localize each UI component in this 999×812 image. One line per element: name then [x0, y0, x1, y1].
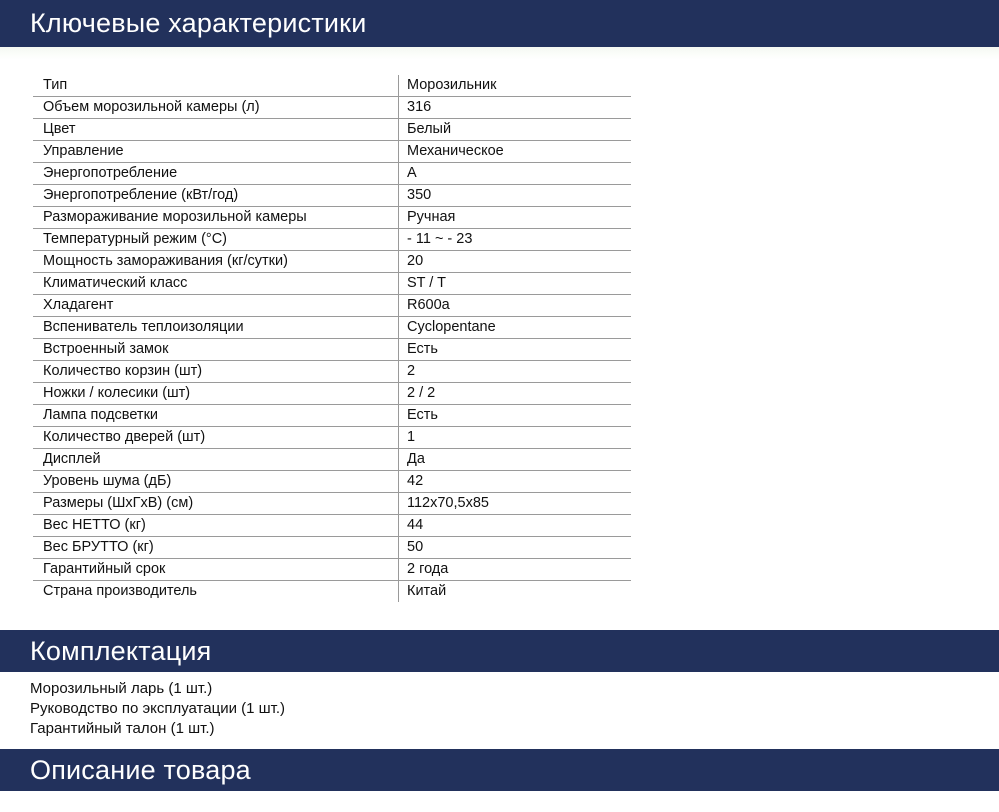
table-row	[33, 339, 631, 361]
table-row	[33, 581, 631, 603]
package-contents-list	[30, 679, 285, 739]
spec-value-cell: - 11 ~ - 23	[399, 229, 632, 251]
spec-name-cell: Климатический класс	[33, 273, 399, 295]
specifications-table	[33, 75, 631, 602]
section-banner-package	[0, 630, 999, 672]
spec-name-cell: Вес НЕТТО (кг)	[33, 515, 399, 537]
spec-name-cell: Количество дверей (шт)	[33, 427, 399, 449]
spec-value-cell: 42	[399, 471, 632, 493]
spec-value-cell: 44	[399, 515, 632, 537]
spec-name-cell: Гарантийный срок	[33, 559, 399, 581]
spec-value-cell: 2	[399, 361, 632, 383]
table-row	[33, 405, 631, 427]
section-banner-key-specs	[0, 0, 999, 47]
table-row	[33, 185, 631, 207]
spec-value-cell: Ручная	[399, 207, 632, 229]
spec-name-cell: Управление	[33, 141, 399, 163]
spec-value-cell: Cyclopentane	[399, 317, 632, 339]
table-row	[33, 559, 631, 581]
section-title-package: Комплектация	[30, 635, 212, 666]
spec-name-cell: Встроенный замок	[33, 339, 399, 361]
spec-name-cell: Хладагент	[33, 295, 399, 317]
spec-name-cell: Уровень шума (дБ)	[33, 471, 399, 493]
list-item: Морозильный ларь (1 шт.)	[30, 680, 213, 697]
spec-name-cell: Температурный режим (°C)	[33, 229, 399, 251]
list-item: Руководство по эксплуатации (1 шт.)	[30, 700, 286, 717]
table-row	[33, 449, 631, 471]
spec-value-cell: Да	[399, 449, 632, 471]
spec-value-cell: Есть	[399, 339, 632, 361]
section-title-key-specs: Ключевые характеристики	[30, 8, 367, 38]
spec-name-cell: Ножки / колесики (шт)	[33, 383, 399, 405]
table-row	[33, 97, 631, 119]
spec-value-cell: ST / T	[399, 273, 632, 295]
spec-value-cell: 50	[399, 537, 632, 559]
spec-value-cell: R600a	[399, 295, 632, 317]
spec-name-cell: Размеры (ШхГхВ) (см)	[33, 493, 399, 515]
spec-value-cell: Китай	[407, 583, 447, 599]
spec-name-cell: Страна производитель	[33, 581, 399, 603]
table-row	[33, 383, 631, 405]
spec-value-cell: 1	[399, 427, 632, 449]
spec-value-cell: 112x70,5x85	[399, 493, 632, 515]
spec-name-cell: Цвет	[33, 119, 399, 141]
table-row	[33, 537, 631, 559]
spec-name-cell: Вспениватель теплоизоляции	[33, 317, 399, 339]
spec-name-cell: Энергопотребление	[33, 163, 399, 185]
table-row	[33, 251, 631, 273]
spec-value-cell: Есть	[399, 405, 632, 427]
table-row	[33, 427, 631, 449]
table-row	[33, 471, 631, 493]
spec-value-cell: Белый	[399, 119, 632, 141]
table-row	[33, 493, 631, 515]
table-row	[33, 229, 631, 251]
spec-name-cell: Тип	[33, 75, 399, 97]
table-row	[33, 295, 631, 317]
table-row	[33, 141, 631, 163]
section-title-description: Описание товара	[30, 754, 251, 785]
table-row	[33, 317, 631, 339]
spec-value-cell: A	[399, 163, 632, 185]
spec-value-cell: 350	[399, 185, 632, 207]
section-banner-description	[0, 749, 999, 791]
spec-name-cell: Лампа подсветки	[33, 405, 399, 427]
spec-name-cell: Мощность замораживания (кг/сутки)	[33, 251, 399, 273]
table-row	[33, 515, 631, 537]
table-row	[33, 207, 631, 229]
spec-name-cell: Размораживание морозильной камеры	[33, 207, 399, 229]
list-item: Гарантийный талон (1 шт.)	[30, 720, 215, 737]
spec-name-cell: Количество корзин (шт)	[33, 361, 399, 383]
table-row	[33, 273, 631, 295]
table-row	[33, 119, 631, 141]
spec-value-cell: Морозильник	[399, 75, 632, 97]
spec-value-cell: 2 года	[399, 559, 632, 581]
spec-name-cell: Вес БРУТТО (кг)	[33, 537, 399, 559]
table-row	[33, 163, 631, 185]
spec-value-cell: 2 / 2	[399, 383, 632, 405]
banner-shadow-strip	[0, 47, 999, 60]
spec-value-cell: 20	[399, 251, 632, 273]
spec-value-cell: Механическое	[399, 141, 632, 163]
spec-name-cell: Энергопотребление (кВт/год)	[33, 185, 399, 207]
spec-name-cell: Объем морозильной камеры (л)	[33, 97, 399, 119]
specifications-table-body	[33, 75, 631, 602]
spec-value-cell: 316	[399, 97, 632, 119]
spec-name-cell: Дисплей	[33, 449, 399, 471]
table-row	[33, 75, 631, 97]
table-row	[33, 361, 631, 383]
